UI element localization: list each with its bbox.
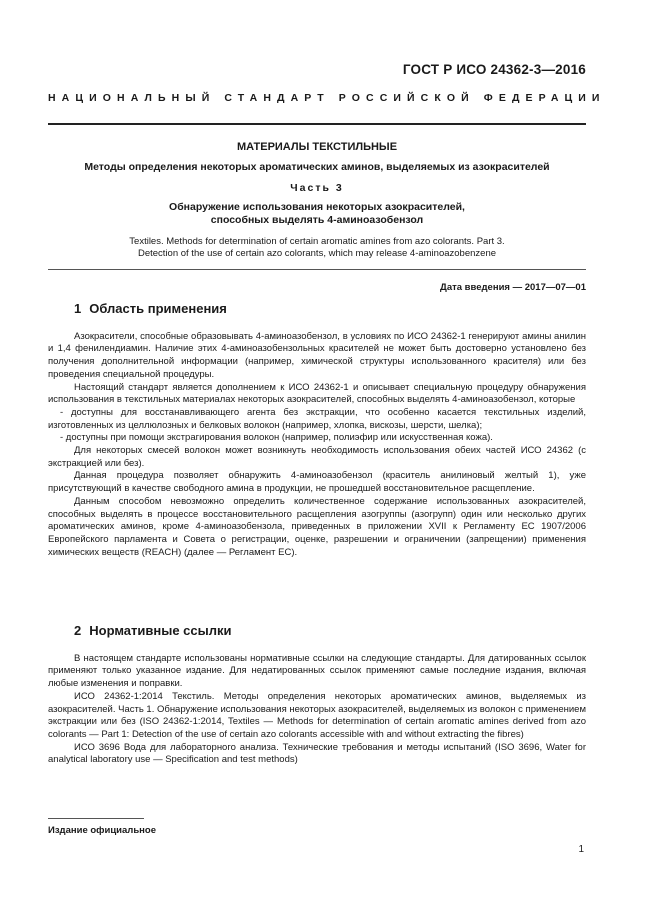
header-rule (48, 123, 586, 125)
english-title (48, 236, 586, 260)
section-title: Область применения (89, 301, 227, 316)
paragraph: Данным способом невозможно определить количественное содержание использованных азокрасителей, способных выделять в процессе восстановительного расщепления азогруппы (азогрупп) один или несколько других ароматических аминов, кроме 4-аминоазобензола, приведенных в приложении XVII к Регламенту ЕС 1907/2006 Европейского парламента и Совета о регистрации, оценке, разрешении и ограничении (запрещении) применения химических веществ (REACH) (далее — Регламент ЕС). (48, 495, 586, 558)
page-number: 1 (578, 844, 584, 855)
section-number: 1 (74, 301, 82, 316)
section-scope (48, 303, 586, 559)
paragraph: Азокрасители, способные образовывать 4-аминоазобензол, в условиях по ИСО 24362-1 генерируют амины анилин и 1,4 фенилендиамин. Наличие этих 4-аминоазобензольных красителей не может быть достоверно установлено без получения дополнительной информации (например, химической структуры использованного красителя) или без проведения специальной процедуры. (48, 330, 586, 380)
section-normative-references (48, 625, 586, 767)
english-title-line: Textiles. Methods for determination of certain aromatic amines from azo colorants. Part 3. (129, 236, 505, 247)
list-item: - доступны при помощи экстрагирования волокон (например, полиэфир или искусственная кожа). (60, 432, 493, 444)
title-block (48, 140, 586, 260)
section-heading (74, 625, 586, 638)
paragraph: Данная процедура позволяет обнаружить 4-аминоазобензол (краситель анилиновый желтый 1), уже присутствующий в качестве свободного амина в продукции, не прошедшей восстановительное расщепление. (48, 470, 586, 495)
document-subtitle: Методы определения некоторых ароматических аминов, выделяемых из азокрасителей (84, 161, 550, 173)
document-title: МАТЕРИАЛЫ ТЕКСТИЛЬНЫЕ (236, 141, 398, 153)
footer-rule (48, 818, 144, 819)
paragraph: В настоящем стандарте использованы нормативные ссылки на следующие стандарты. Для датированных ссылок применяют только указанное издание. Для недатированных ссылок применяют самые последние издания, включая любые изменения и поправки. (48, 652, 586, 690)
paragraph: ИСО 3696 Вода для лабораторного анализа. Технические требования и методы испытаний (ISO 3696, Water for analytical laboratory use — Specification and test methods) (48, 741, 586, 766)
part-title-line: способных выделять 4-аминоазобензол (210, 214, 424, 226)
section-title: Нормативные ссылки (89, 623, 232, 638)
english-title-line: Detection of the use of certain azo colorants, which may release 4-aminoazobenzene (137, 248, 497, 259)
part-label: Часть 3 (290, 182, 344, 194)
national-standard-banner: НАЦИОНАЛЬНЫЙ СТАНДАРТ РОССИЙСКОЙ ФЕДЕРАЦИИ (48, 92, 606, 104)
paragraph: Для некоторых смесей волокон может возникнуть необходимость использования обеих частей ИСО 24362 (с экстракцией или без). (48, 445, 586, 469)
paragraph: ИСО 24362-1:2014 Текстиль. Методы определения некоторых ароматических аминов, выделяемых из азокрасителей. Часть 1. Обнаружение использования некоторых азокрасителей, выделяемых из волокон с применением экстракции или без (ISO 24362-1:2014, Textiles — Methods for determination of certain aromatic amines derived from azo colorants — Part 1: Detection of the use of certain azo colorants accessible with and without extracting the fibres) (48, 690, 586, 740)
list-item: - доступны для восстанавливающего агента без экстракции, что особенно касается текстильных изделий, изготовленных из целлюлозных и белковых волокон (например, хлопка, вискозы, шерсти, шелка); (48, 406, 586, 431)
part-title (48, 201, 586, 227)
introduction-date: Дата введения — 2017—07—01 (440, 282, 586, 293)
title-rule (48, 269, 586, 270)
paragraph: Настоящий стандарт является дополнением к ИСО 24362-1 и описывает специальную процедуру обнаружения использования в текстильных материалах некоторых азокрасителей, способных выделять 4-аминоазобензол, которые (48, 381, 586, 406)
gost-code: ГОСТ Р ИСО 24362-3—2016 (402, 62, 586, 77)
section-heading (74, 303, 586, 316)
section-number: 2 (74, 623, 82, 638)
part-title-line: Обнаружение использования некоторых азокрасителей, (169, 201, 465, 213)
edition-label: Издание официальное (48, 825, 156, 836)
